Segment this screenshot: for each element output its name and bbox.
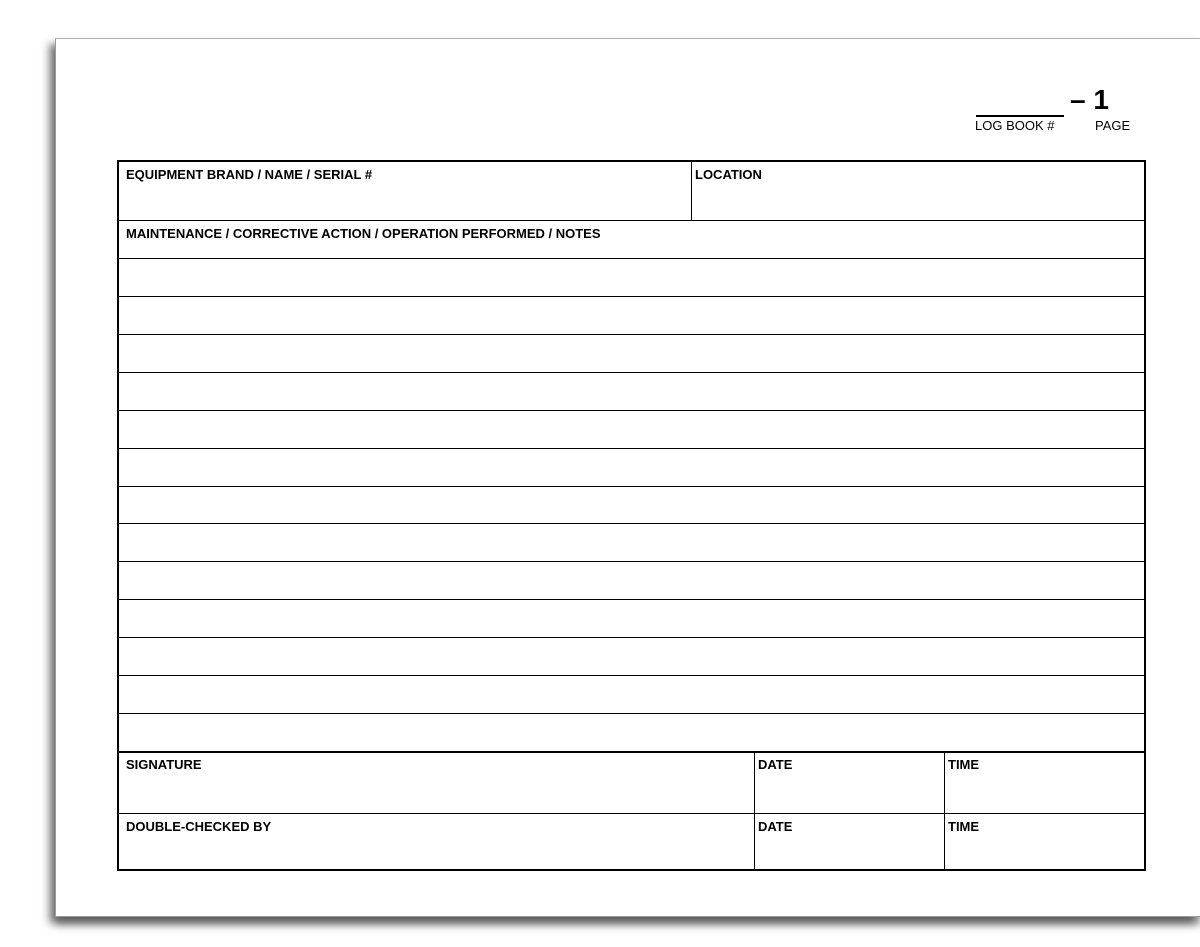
notes-line[interactable] [119,259,1144,296]
signature-field[interactable] [119,752,754,813]
notes-label: MAINTENANCE / CORRECTIVE ACTION / OPERATION PERFORMED / NOTES [126,226,601,241]
double-checked-date-field[interactable] [755,814,944,870]
notes-line[interactable] [119,297,1144,334]
log-book-number-line[interactable] [976,115,1064,117]
double-checked-time-field[interactable] [945,814,1144,870]
maintenance-log-form [117,160,1146,871]
signature-date-field[interactable] [755,752,944,813]
signature-label: SIGNATURE [126,757,202,772]
signature-time-field[interactable] [945,752,1144,813]
notes-line[interactable] [119,638,1144,675]
notes-line[interactable] [119,335,1144,372]
page-number: – 1 [1070,84,1109,115]
double-checked-label: DOUBLE-CHECKED BY [126,819,272,834]
notes-line[interactable] [119,373,1144,410]
equipment-label: EQUIPMENT BRAND / NAME / SERIAL # [126,167,373,182]
notes-line[interactable] [119,714,1144,751]
signature-time-label: TIME [948,757,980,772]
location-label: LOCATION [695,167,762,182]
notes-line[interactable] [119,600,1144,637]
signature-date-label: DATE [758,757,793,772]
double-checked-field[interactable] [119,814,754,870]
equipment-field[interactable] [119,162,691,220]
page-label: PAGE [1095,118,1131,133]
notes-line[interactable] [119,411,1144,448]
page-header [974,84,1144,134]
notes-line[interactable] [119,676,1144,713]
notes-header [119,221,1144,259]
notes-line[interactable] [119,562,1144,599]
double-checked-date-label: DATE [758,819,793,834]
location-field[interactable] [692,162,1144,220]
double-checked-time-label: TIME [948,819,980,834]
notes-line[interactable] [119,487,1144,524]
log-book-label: LOG BOOK # [975,118,1055,133]
notes-line[interactable] [119,524,1144,561]
notes-line[interactable] [119,449,1144,486]
